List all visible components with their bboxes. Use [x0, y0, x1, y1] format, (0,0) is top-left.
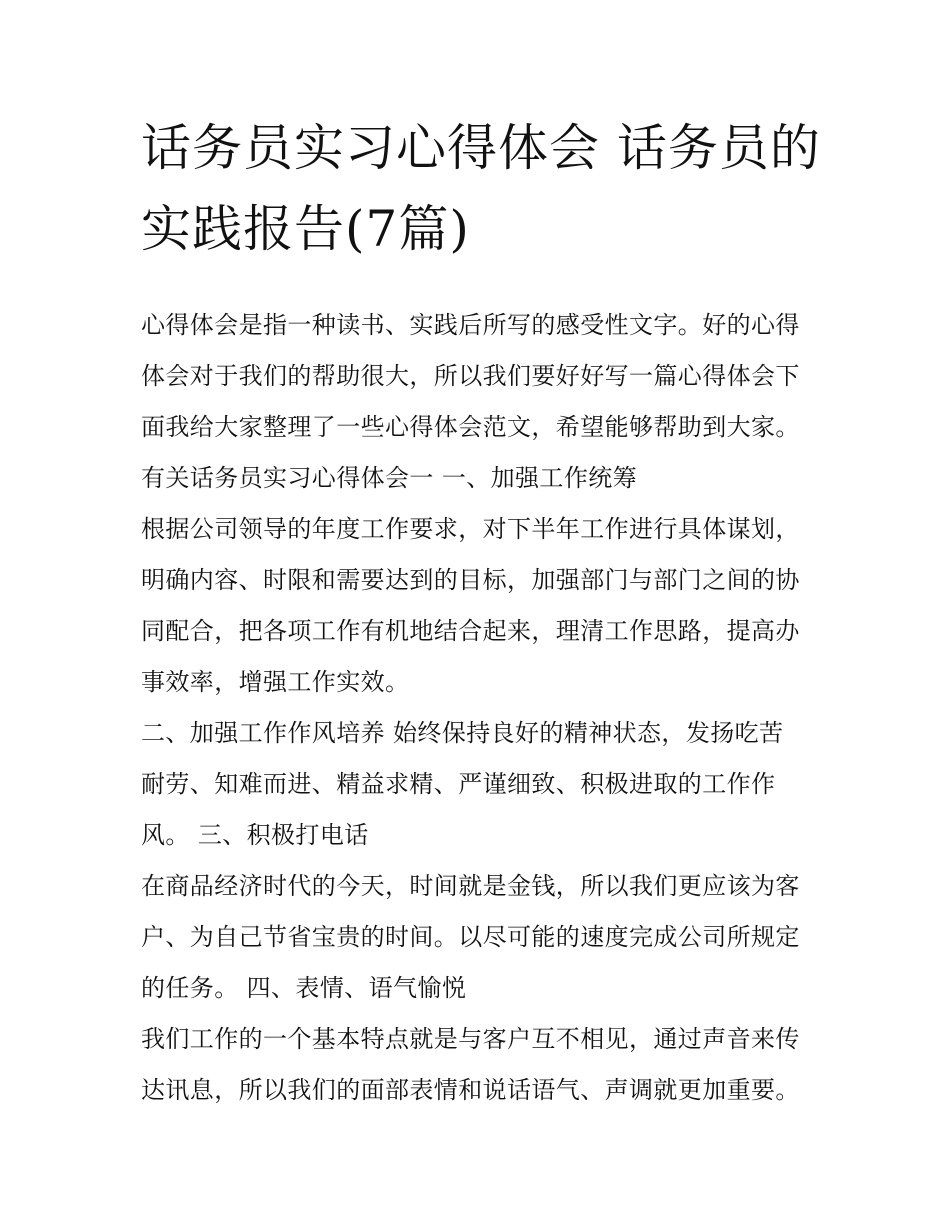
body-line: 心得体会是指一种读书、实践后所写的感受性文字。好的心得: [141, 311, 800, 339]
body-line: 我们工作的一个基本特点就是与客户互不相见，通过声音来传: [141, 1025, 800, 1053]
title-line: 实践报告(7篇): [141, 200, 470, 258]
body-line: 二、加强工作作风培养 始终保持良好的精神状态，发扬吃苦: [141, 719, 784, 747]
body-line: 在商品经济时代的今天，时间就是金钱，所以我们更应该为客: [141, 872, 800, 900]
body-line: 达讯息，所以我们的面部表情和说话语气、声调就更加重要。: [141, 1076, 800, 1104]
body-line: 风。 三、积极打电话: [141, 821, 369, 849]
body-line: 耐劳、知难而进、精益求精、严谨细致、积极进取的工作作: [141, 770, 776, 798]
body-line: 事效率，增强工作实效。: [141, 668, 410, 696]
document-body: [141, 300, 821, 1116]
body-line: 有关话务员实习心得体会一 一、加强工作统筹: [141, 464, 638, 492]
body-line: 明确内容、时限和需要达到的目标，加强部门与部门之间的协: [141, 566, 800, 594]
body-line: 的任务。 四、表情、语气愉悦: [141, 974, 467, 1002]
body-line: 根据公司领导的年度工作要求，对下半年工作进行具体谋划，: [141, 515, 800, 543]
body-line: 户、为自己节省宝贵的时间。以尽可能的速度完成公司所规定: [141, 923, 800, 951]
body-line: 面我给大家整理了一些心得体会范文，希望能够帮助到大家。: [141, 413, 800, 441]
title-line: 话务员实习心得体会 话务员的: [141, 119, 821, 177]
document-page: [141, 112, 821, 1116]
document-title: [141, 112, 821, 266]
body-line: 同配合，把各项工作有机地结合起来，理清工作思路，提高办: [141, 617, 800, 645]
body-line: 体会对于我们的帮助很大，所以我们要好好写一篇心得体会下: [141, 362, 800, 390]
